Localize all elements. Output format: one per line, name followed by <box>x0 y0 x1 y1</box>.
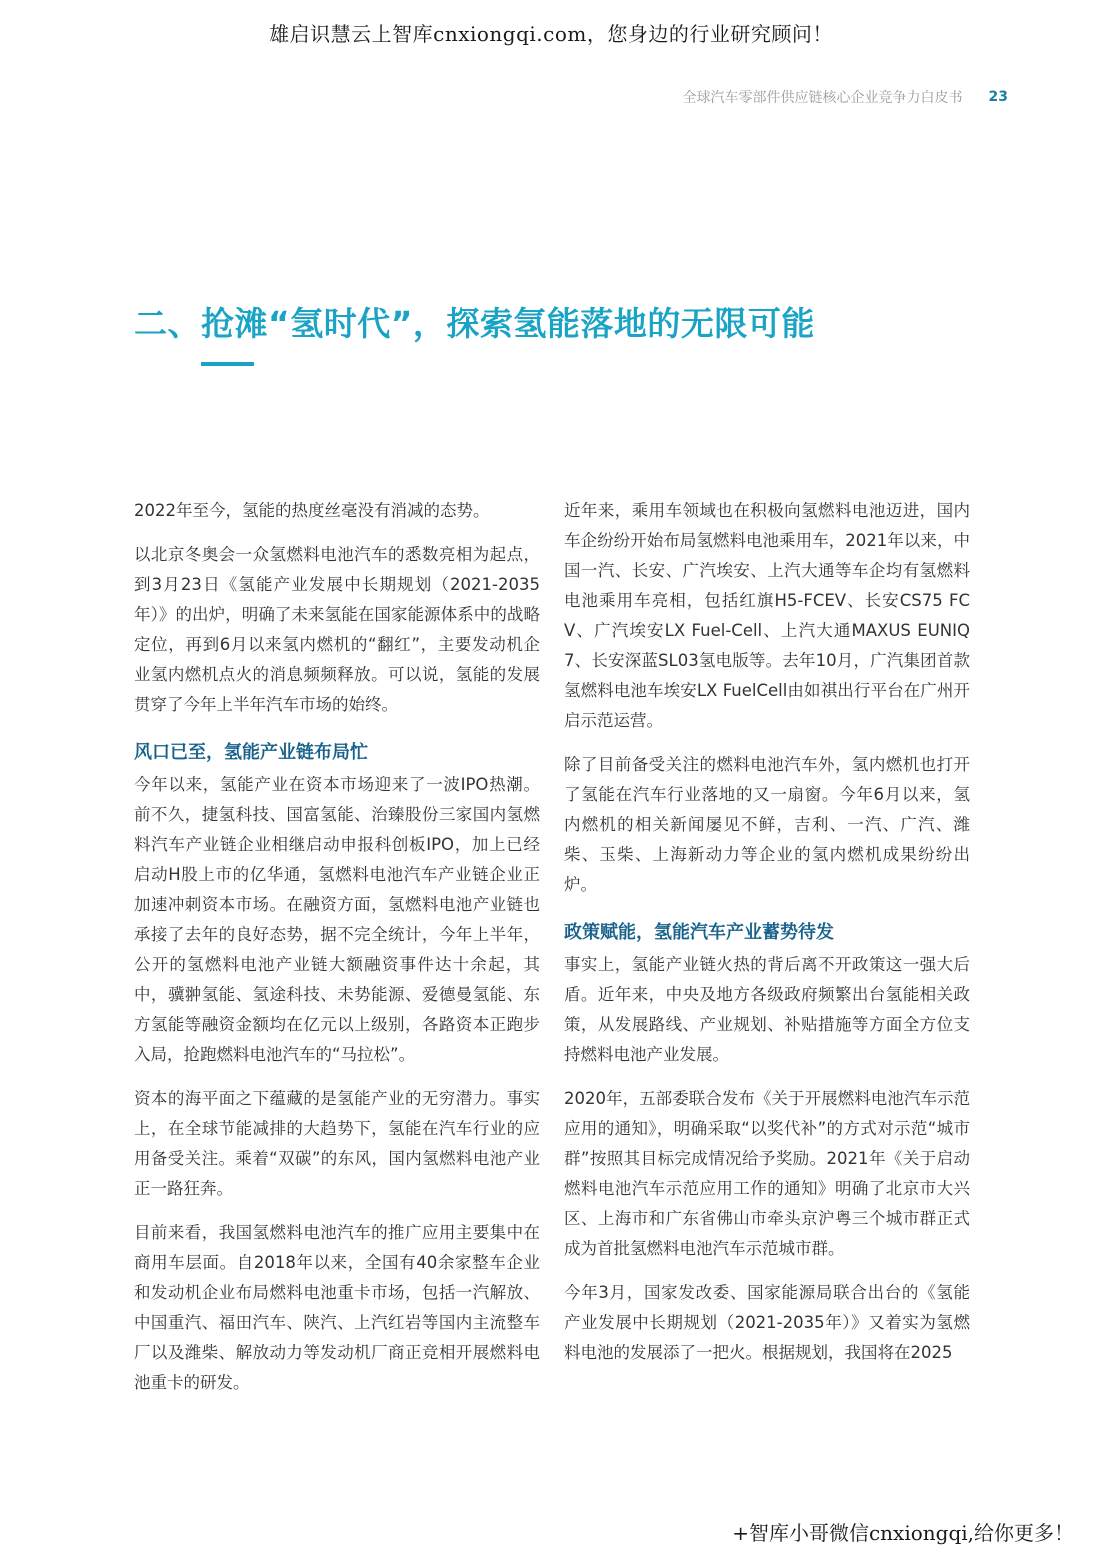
page-number: 23 <box>988 89 1008 105</box>
body-paragraph: 目前来看，我国氢燃料电池汽车的推广应用主要集中在商用车层面。自2018年以来，全国有40余家整车企业和发动机企业布局燃料电池重卡市场，包括一汽解放、中国重汽、福田汽车、陕汽、上汽红岩等国内主流整车厂以及潍柴、解放动力等发动机厂商正竞相开展燃料电池重卡的研发。 <box>134 1223 540 1392</box>
running-header <box>683 87 1008 107</box>
body-paragraph: 资本的海平面之下蕴藏的是氢能产业的无穷潜力。事实上，在全球节能减排的大趋势下，氢能在汽车行业的应用备受关注。乘着“双碳”的东风，国内氢燃料电池产业正一路狂奔。 <box>134 1089 540 1198</box>
body-paragraph: 除了目前备受关注的燃料电池汽车外，氢内燃机也打开了氢能在汽车行业落地的又一扇窗。今年6月以来，氢内燃机的相关新闻屡见不鲜，吉利、一汽、广汽、潍柴、玉柴、上海新动力等企业的氢内燃机成果纷纷出炉。 <box>564 755 970 894</box>
body-paragraph: 2022年至今，氢能的热度丝毫没有消减的态势。 <box>134 501 490 520</box>
section-title: 二、抢滩“氢时代”，探索氢能落地的无限可能 <box>134 304 815 343</box>
subheading: 风口已至，氢能产业链布局忙 <box>134 742 368 763</box>
subheading: 政策赋能，氢能汽车产业蓄势待发 <box>564 922 834 943</box>
top-watermark: 雄启识慧云上智库cnxiongqi.com，您身边的行业研究顾问！ <box>269 22 833 46</box>
publication-title: 全球汽车零部件供应链核心企业竞争力白皮书 <box>682 90 963 106</box>
right-column <box>564 496 970 1382</box>
body-paragraph: 近年来，乘用车领域也在积极向氢燃料电池迈进，国内车企纷纷开始布局氢燃料电池乘用车，2021年以来，中国一汽、长安、广汽埃安、上汽大通等车企均有氢燃料电池乘用车亮相，包括红旗H5-FCEV、长安CS75 FCV、广汽埃安LX Fuel-Cell、上汽大通MAXUS EUNIQ7、长安深蓝SL03氢电版等。去年10月，广汽集团首款氢燃料电池车埃安LX FuelCell由如祺出行平台在广州开启示范运营。 <box>564 501 970 730</box>
body-paragraph: 今年以来，氢能产业在资本市场迎来了一波IPO热潮。前不久，捷氢科技、国富氢能、治臻股份三家国内氢燃料汽车产业链企业相继启动申报科创板IPO，加上已经启动H股上市的亿华通，氢燃料电池汽车产业链企业正加速冲刺资本市场。在融资方面，氢燃料电池产业链也承接了去年的良好态势，据不完全统计，今年上半年，公开的氢燃料电池产业链大额融资事件达十余起，其中，骥翀氢能、氢途科技、未势能源、爱德曼氢能、东方氢能等融资金额均在亿元以上级别，各路资本正跑步入局，抢跑燃料电池汽车的“马拉松”。 <box>134 775 540 1064</box>
body-paragraph: 以北京冬奥会一众氢燃料电池汽车的悉数亮相为起点，到3月23日《氢能产业发展中长期规划（2021-2035年）》的出炉，明确了未来氢能在国家能源体系中的战略定位，再到6月以来氢内燃机的“翻红”，主要发动机企业氢内燃机点火的消息频频释放。可以说，氢能的发展贯穿了今年上半年汽车市场的始终。 <box>134 545 540 714</box>
body-paragraph: 今年3月，国家发改委、国家能源局联合出台的《氢能产业发展中长期规划（2021-2035年）》又着实为氢燃料电池的发展添了一把火。根据规划，我国将在2025 <box>564 1283 970 1362</box>
body-paragraph: 2020年，五部委联合发布《关于开展燃料电池汽车示范应用的通知》，明确采取“以奖代补”的方式对示范“城市群”按照其目标完成情况给予奖励。2021年《关于启动燃料电池汽车示范应用工作的通知》明确了北京市大兴区、上海市和广东省佛山市牵头京沪粤三个城市群正式成为首批氢燃料电池汽车示范城市群。 <box>564 1089 970 1258</box>
title-underline <box>201 362 254 366</box>
body-paragraph: 事实上，氢能产业链火热的背后离不开政策这一强大后盾。近年来，中央及地方各级政府频繁出台氢能相关政策，从发展路线、产业规划、补贴措施等方面全方位支持燃料电池产业发展。 <box>564 955 970 1064</box>
bottom-watermark: +智库小哥微信cnxiongqi,给你更多！ <box>732 1521 1074 1545</box>
left-column <box>134 496 540 1412</box>
